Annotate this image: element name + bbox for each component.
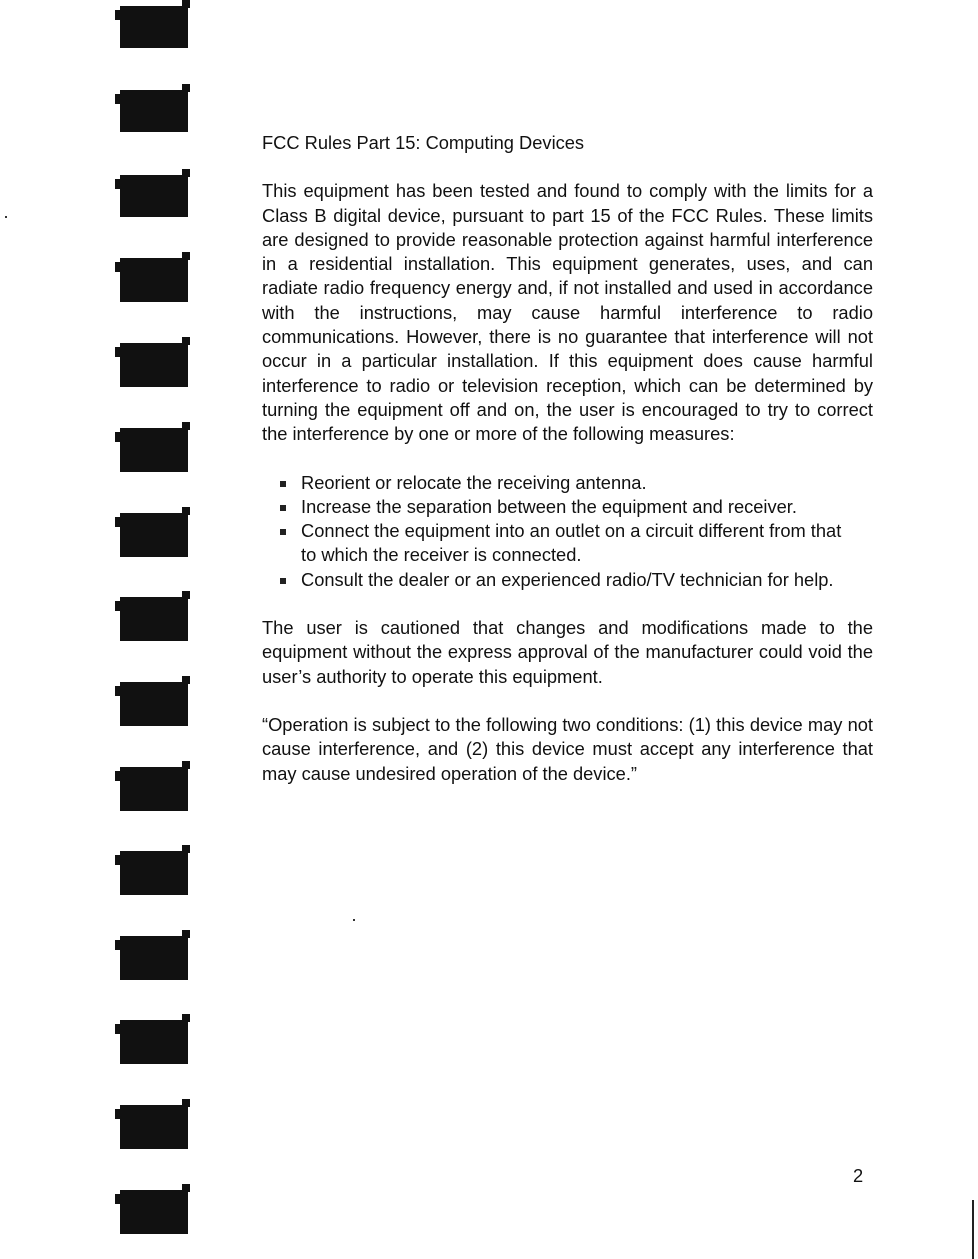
binding-hole	[120, 682, 188, 726]
bullet-icon	[280, 505, 286, 511]
page-edge	[972, 1200, 974, 1259]
bullet-icon	[280, 481, 286, 487]
bullet-icon	[280, 529, 286, 535]
page-title: FCC Rules Part 15: Computing Devices	[262, 132, 585, 153]
binding-hole	[120, 1020, 188, 1064]
intro-paragraph: This equipment has been tested and found to comply with the limits for a Class B digital device, pursuant to part 15 of the FCC Rules. These limits are designed to provide reasonable protection against harmful interference in a residential installation. This equipment generates, uses, and can radiate radio frequency energy and, if not installed and used in accordance with the instructions, may cause harmful interference to radio communications. However, there is no guarantee that interference will not occur in a particular installation. If this equipment does cause harmful interference to radio or television reception, which can be determined by turning the equipment off and on, the user is encouraged to try to correct the interference by one or more of the following measures:	[262, 180, 873, 445]
binding-hole	[120, 851, 188, 895]
list-item	[262, 519, 861, 568]
list-item-text: Consult the dealer or an experienced radio/TV technician for help.	[301, 568, 834, 590]
conditions-paragraph: “Operation is subject to the following two conditions: (1) this device may not cause interference, and (2) this device must accept any interference that may cause undesired operation of the device.”	[262, 713, 873, 784]
list-item	[262, 568, 861, 592]
caution-paragraph: The user is cautioned that changes and modifications made to the equipment without the express approval of the manufacturer could void the user’s authority to operate this equipment.	[262, 617, 873, 687]
measures-list	[262, 471, 873, 592]
list-item	[262, 495, 861, 519]
binding-hole	[120, 1105, 188, 1149]
binding-hole	[120, 175, 188, 217]
binding-hole	[120, 90, 188, 132]
scan-speck	[353, 919, 355, 921]
list-item-text: Increase the separation between the equipment and receiver.	[301, 495, 797, 517]
bullet-icon	[280, 578, 286, 584]
binding-hole	[120, 597, 188, 641]
binding-hole	[120, 1190, 188, 1234]
binding-hole	[120, 6, 188, 48]
list-item-text: Reorient or relocate the receiving antenna.	[301, 471, 647, 493]
binding-hole	[120, 767, 188, 811]
list-item-text: Connect the equipment into an outlet on a circuit different from that to which the receiver is connected.	[301, 520, 842, 566]
binding-hole	[120, 258, 188, 302]
binding-hole	[120, 513, 188, 557]
list-item	[262, 471, 861, 495]
binding-hole	[120, 343, 188, 387]
scan-speck	[5, 216, 7, 218]
page-content	[262, 131, 873, 810]
page-number: 2	[853, 1165, 864, 1186]
binding-hole	[120, 936, 188, 980]
spiral-binding	[0, 0, 200, 1259]
binding-hole	[120, 428, 188, 472]
